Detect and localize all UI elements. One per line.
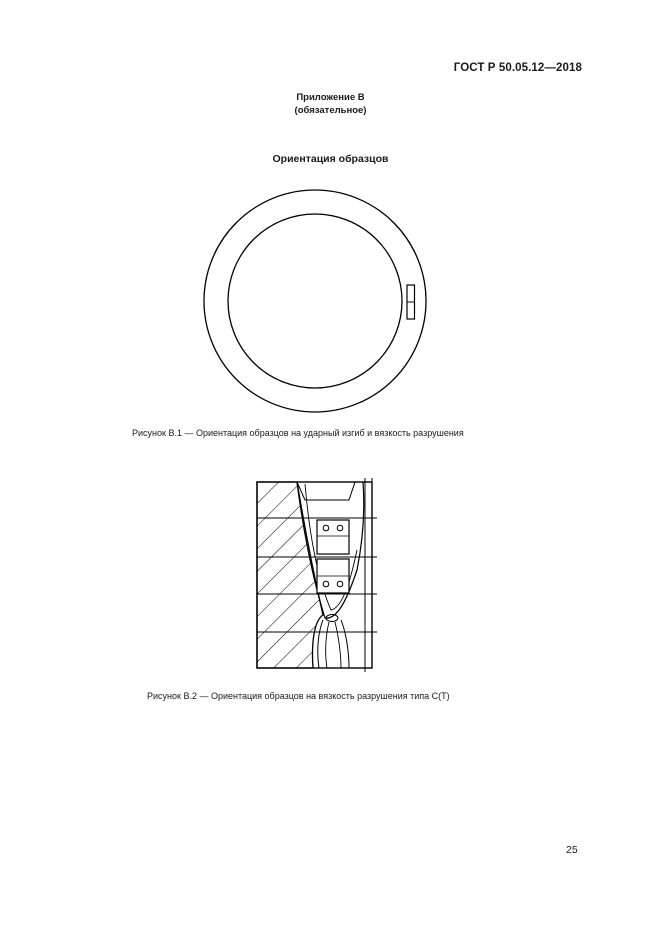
- figure-ct-diagram: [245, 470, 385, 680]
- standard-number: ГОСТ Р 50.05.12—2018: [453, 62, 582, 74]
- figure-2-caption: Рисунок В.2 — Ориентация образцов на вязкость разрушения типа С(Т): [147, 691, 450, 701]
- ring-outer-circle: [204, 190, 426, 412]
- ring-inner-circle: [228, 214, 402, 388]
- appendix-label: Приложение В: [296, 92, 365, 103]
- page-number: 25: [566, 844, 578, 856]
- figure-1-caption: Рисунок В.1 — Ориентация образцов на ударный изгиб и вязкость разрушения: [132, 428, 464, 438]
- section-title: Ориентация образцов: [272, 153, 389, 165]
- ct-specimen-upper: [317, 520, 349, 554]
- figure-ring-diagram: [195, 185, 435, 420]
- appendix-type: (обязательное): [294, 105, 367, 116]
